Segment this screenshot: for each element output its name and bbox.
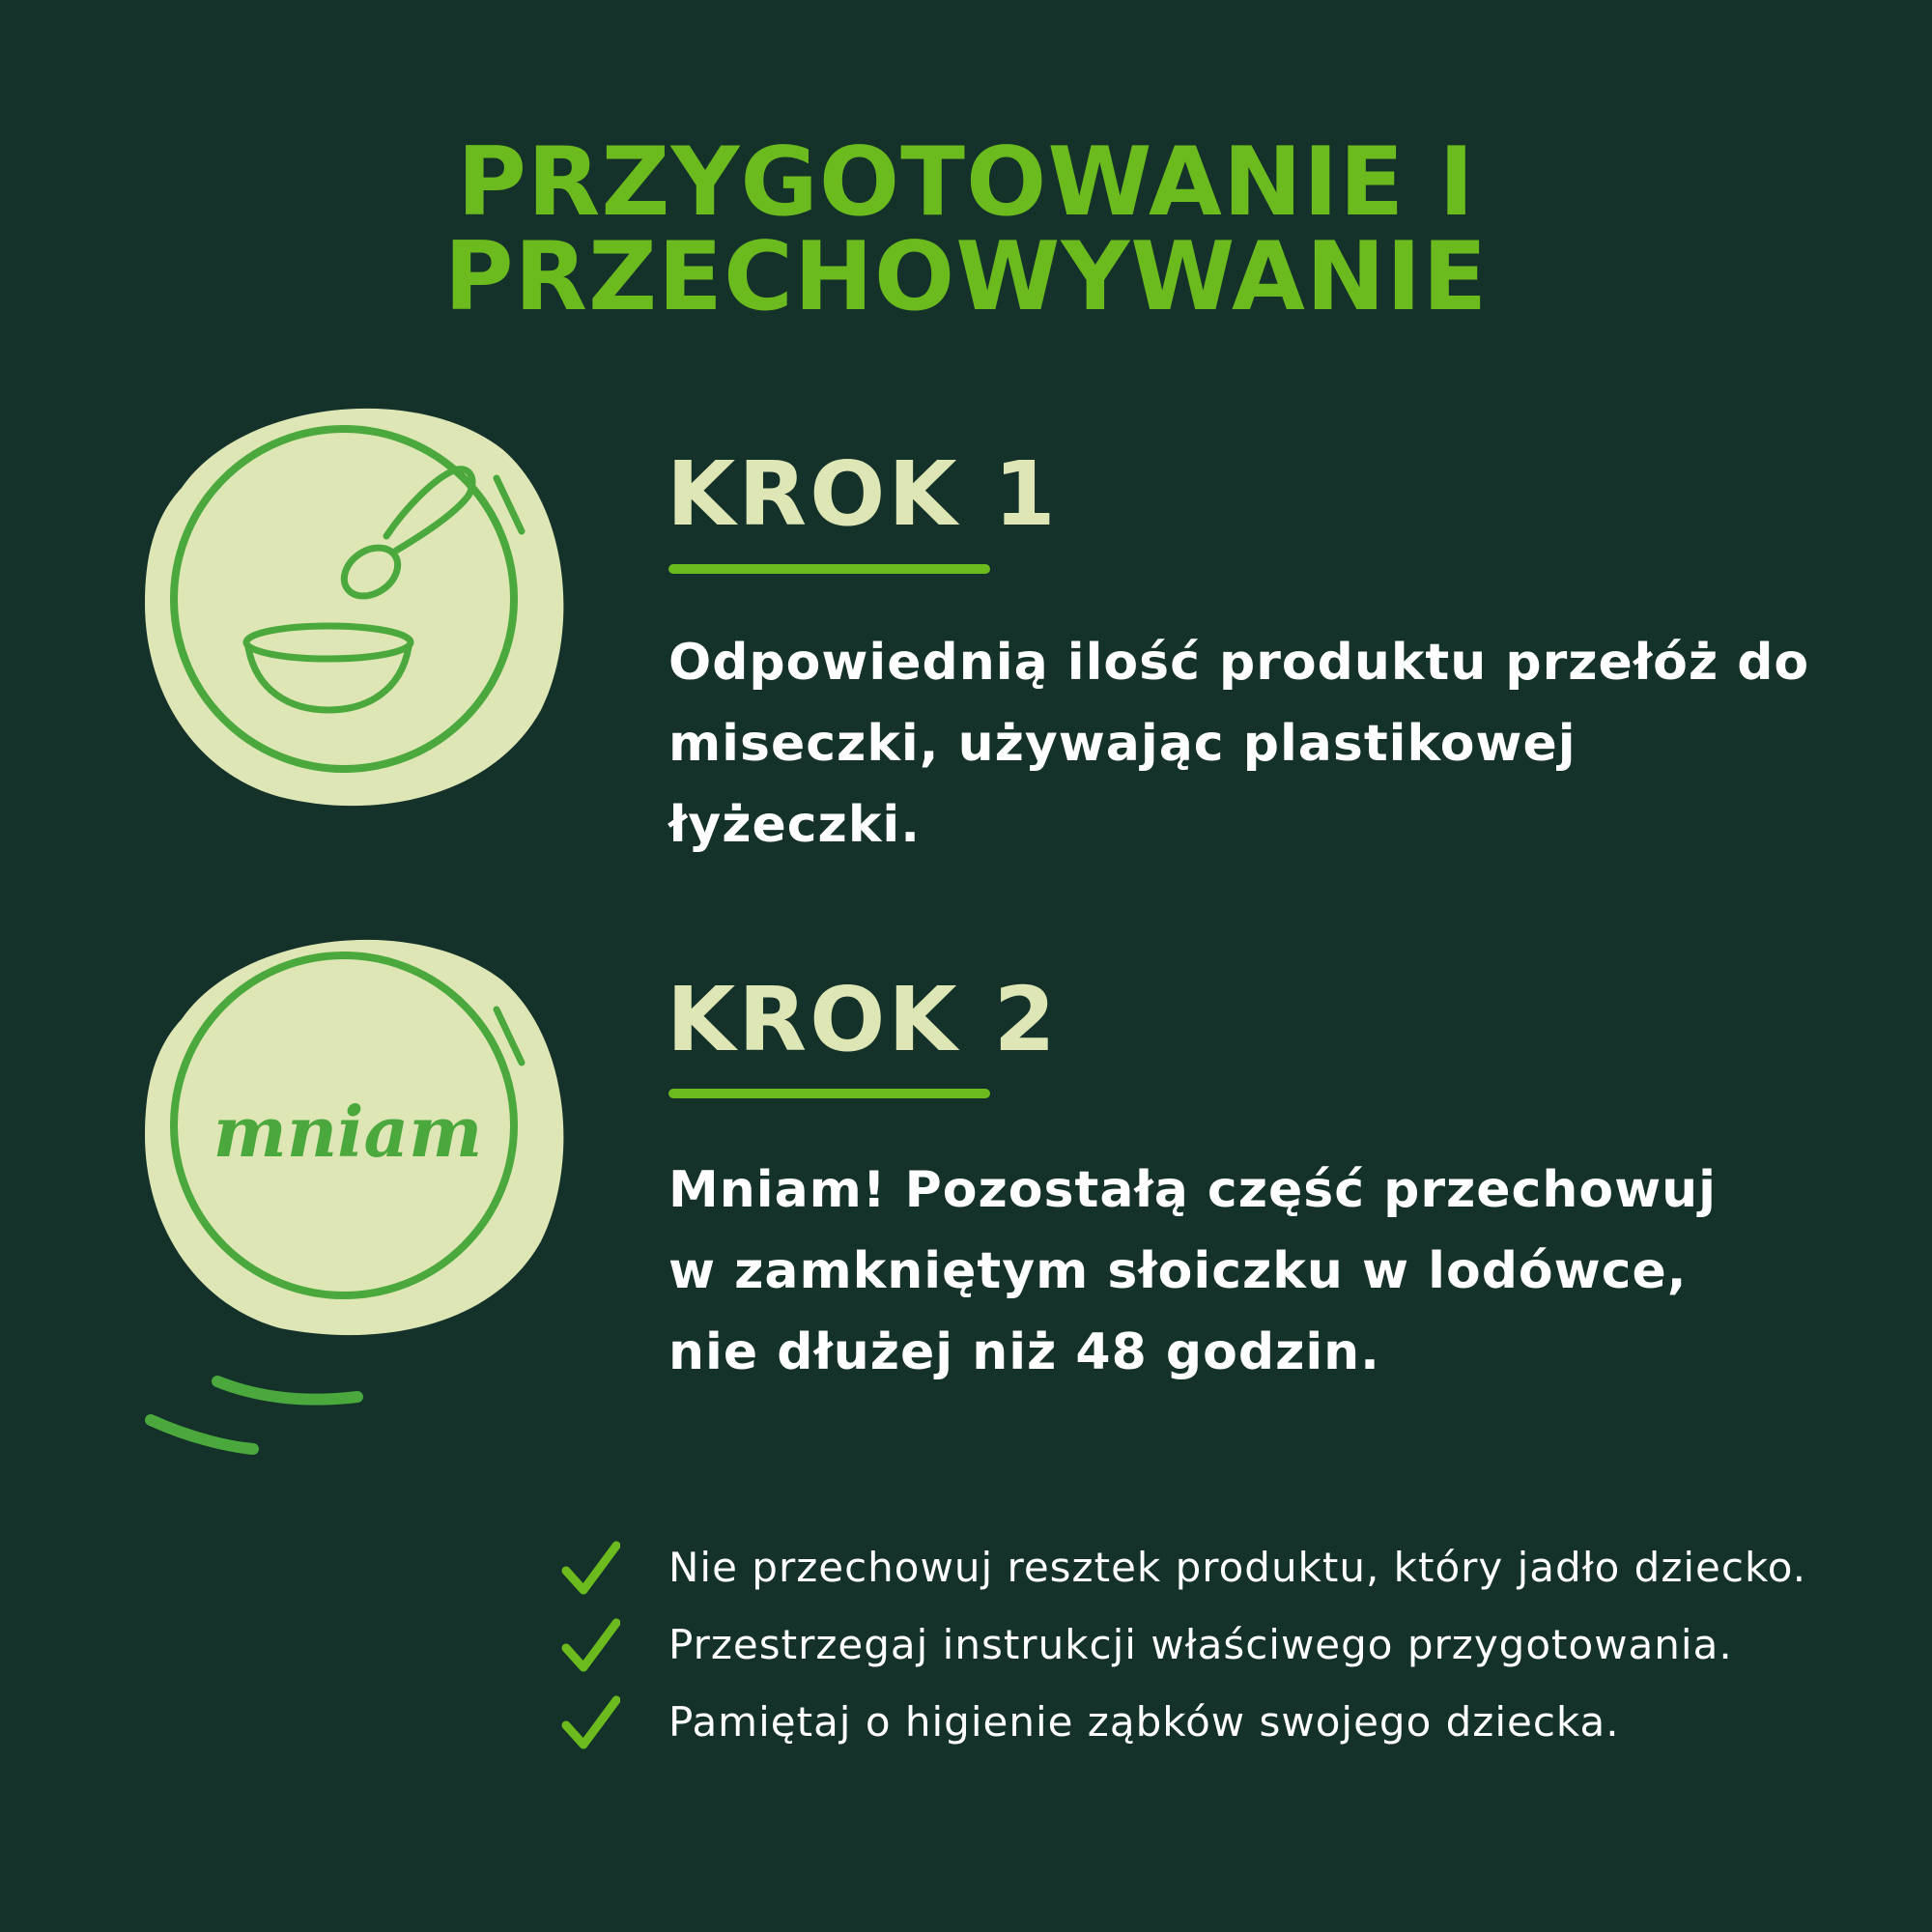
step-2-line-2: w zamkniętym słoiczku w lodówce,	[668, 1242, 1688, 1300]
step-1-line-1: Odpowiednią ilość produktu przełóż do	[668, 634, 1810, 692]
tip-text: Pamiętaj o higienie ząbków swojego dziecka.	[668, 1698, 1620, 1746]
step-2-text	[668, 1150, 1828, 1393]
tip-text: Nie przechowuj resztek produktu, który jadło dziecko.	[668, 1544, 1807, 1591]
step-1-line-2: miseczki, używając plastikowej łyżeczki.	[668, 715, 1577, 854]
mniam-label: mniam	[213, 1091, 483, 1173]
page-title: PRZYGOTOWANIE I PRZECHOWYWANIE	[443, 128, 1489, 332]
mniam-icon	[126, 903, 570, 1348]
bowl-spoon-icon	[126, 382, 570, 826]
step-1-badge	[126, 382, 570, 826]
step-2-underline	[668, 1089, 990, 1098]
checkmark-icon	[560, 1615, 620, 1675]
step-1-underline	[668, 564, 990, 574]
step-1-heading: KROK 1	[667, 442, 1059, 546]
checkmark-icon	[560, 1692, 620, 1752]
tip-text: Przestrzegaj instrukcji właściwego przygotowania.	[668, 1621, 1733, 1668]
step-2-line-1: Mniam! Pozostałą część przechowuj	[668, 1161, 1717, 1219]
step-2-heading: KROK 2	[667, 968, 1059, 1071]
step-1-text	[668, 622, 1828, 866]
step-2-line-3: nie dłużej niż 48 godzin.	[668, 1323, 1380, 1381]
motion-lines-icon	[135, 1362, 377, 1459]
step-2-badge	[126, 903, 570, 1348]
checkmark-icon	[560, 1538, 620, 1598]
